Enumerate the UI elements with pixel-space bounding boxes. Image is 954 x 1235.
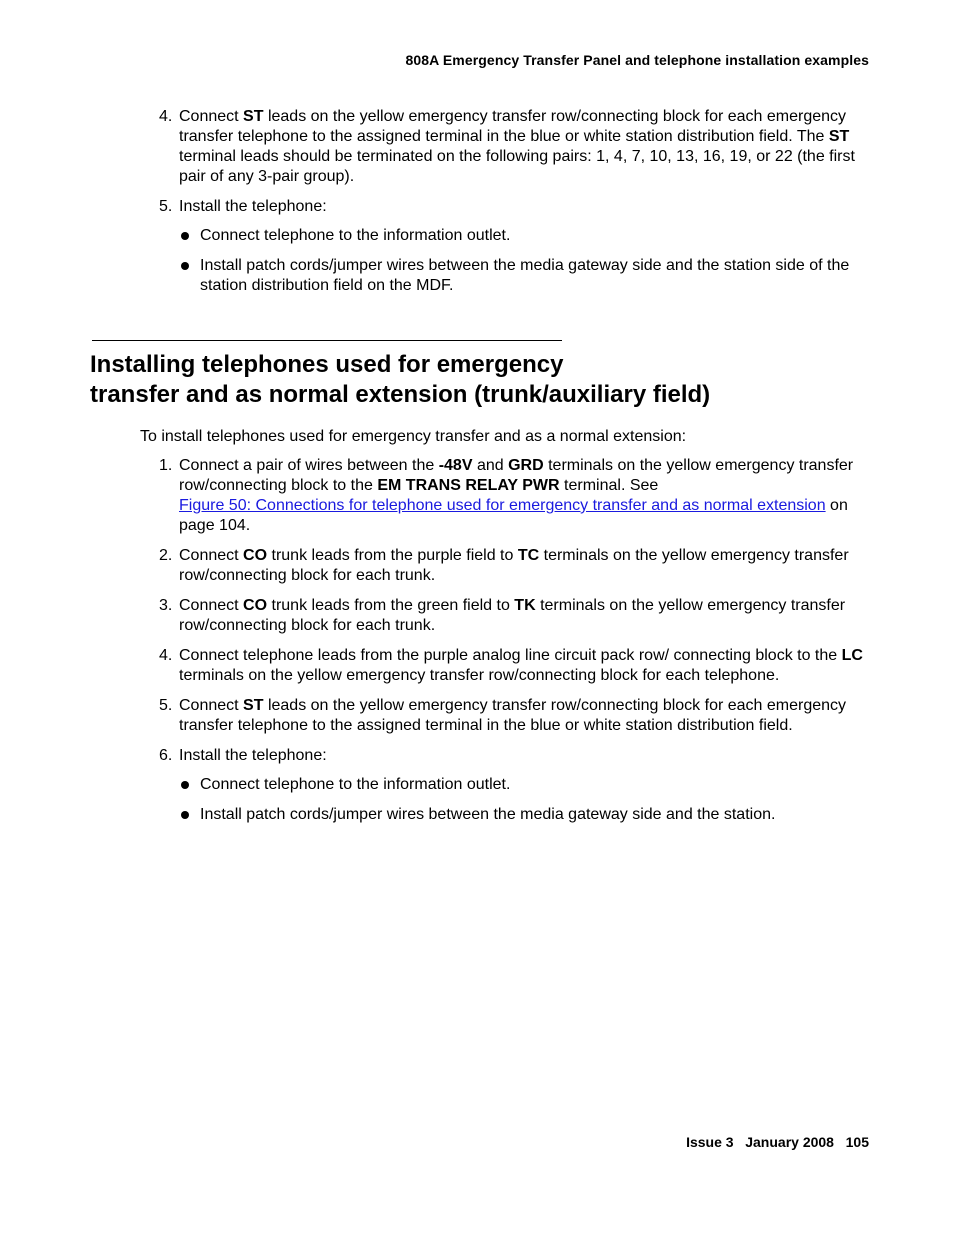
- continued-steps-list: [159, 107, 879, 306]
- term-co: CO: [243, 547, 268, 564]
- step-3-co-trunk-green: [159, 596, 879, 636]
- step-text: Install the telephone:: [179, 747, 327, 764]
- step-6-install-telephone: [159, 746, 879, 825]
- step-number: 4.: [159, 108, 173, 125]
- step-number: 4.: [159, 647, 173, 664]
- bullet-dot-icon: [181, 811, 189, 819]
- section-intro: To install telephones used for emergency transfer and as a normal extension:: [140, 428, 687, 445]
- running-header: 808A Emergency Transfer Panel and telephone installation examples: [405, 52, 869, 68]
- step-text: leads on the yellow emergency transfer row/connecting block for each emergency transfer telephone to the assigned terminal in the blue or white station distribution field. The: [179, 108, 847, 145]
- term-tc: TC: [517, 547, 540, 564]
- step-number: 1.: [159, 457, 173, 474]
- figure-50-cross-reference-link[interactable]: Figure 50: Connections for telephone used for emergency transfer and as normal extension: [179, 497, 826, 514]
- step-text: on page 104.: [179, 497, 848, 534]
- term-48v: -48V: [438, 457, 473, 474]
- term-em-trans-relay-pwr: EM TRANS RELAY PWR: [377, 477, 560, 494]
- step-text: trunk leads from the purple field to: [267, 547, 518, 564]
- step-text: Connect a pair of wires between the: [179, 457, 439, 474]
- footer-date: January 2008: [745, 1134, 834, 1150]
- term-grd: GRD: [508, 457, 544, 474]
- step-5-st-leads: [159, 696, 879, 736]
- term-co: CO: [243, 597, 268, 614]
- step-text: terminals on the yellow emergency transfer row/connecting block to the: [179, 457, 854, 494]
- bullet-dot-icon: [181, 232, 189, 240]
- bullet-list: [179, 226, 879, 296]
- footer-issue: Issue 3: [686, 1134, 734, 1150]
- step-4-telephone-leads: [159, 646, 879, 686]
- step-text: Connect: [179, 597, 244, 614]
- step-number: 5.: [159, 697, 173, 714]
- bullet-item: [179, 775, 879, 795]
- section-title-line-2: transfer and as normal extension (trunk/auxiliary field): [90, 381, 711, 408]
- bullet-dot-icon: [181, 781, 189, 789]
- running-footer: [686, 1134, 869, 1150]
- page-number: 105: [845, 1134, 869, 1150]
- term-st: ST: [828, 128, 850, 145]
- bullet-dot-icon: [181, 262, 189, 270]
- section-title: [90, 350, 850, 410]
- bullet-text: Install patch cords/jumper wires between the media gateway side and the station side of the station distribution field on the MDF.: [200, 257, 850, 294]
- section-divider: [92, 340, 562, 341]
- bullet-item: [179, 805, 879, 825]
- step-number: 6.: [159, 747, 173, 764]
- step-number: 2.: [159, 547, 173, 564]
- step-text: trunk leads from the green field to: [267, 597, 515, 614]
- step-text: and: [472, 457, 509, 474]
- term-lc: LC: [841, 647, 863, 664]
- step-text: Connect: [179, 697, 244, 714]
- step-text: Connect: [179, 108, 244, 125]
- bullet-text: Connect telephone to the information outlet.: [200, 776, 511, 793]
- bullet-text: Connect telephone to the information outlet.: [200, 227, 511, 244]
- step-text: terminal. See: [559, 477, 659, 494]
- step-4-st-leads: [159, 107, 879, 187]
- step-text: Connect telephone leads from the purple analog line circuit pack row/ connecting block to the: [179, 647, 842, 664]
- term-st: ST: [243, 108, 264, 125]
- step-text: terminal leads should be terminated on the following pairs: 1, 4, 7, 10, 13, 16, 19, or 22 (the first pair of any 3-pair group).: [179, 148, 855, 185]
- step-text: leads on the yellow emergency transfer row/connecting block for each emergency transfer telephone to the assigned terminal in the blue or white station distribution field.: [179, 697, 847, 734]
- bullet-text: Install patch cords/jumper wires between the media gateway side and the station.: [200, 806, 776, 823]
- term-tk: TK: [514, 597, 536, 614]
- step-text: Install the telephone:: [179, 198, 327, 215]
- step-number: 3.: [159, 597, 173, 614]
- bullet-item: [179, 226, 879, 246]
- step-text: terminals on the yellow emergency transfer row/connecting block for each telephone.: [179, 667, 780, 684]
- step-2-co-trunk-purple: [159, 546, 879, 586]
- step-5-install-telephone: [159, 197, 879, 296]
- step-text: terminals on the yellow emergency transfer row/connecting block for each trunk.: [179, 597, 846, 634]
- step-text: Connect: [179, 547, 244, 564]
- section-steps-list: [159, 456, 879, 835]
- term-st: ST: [243, 697, 264, 714]
- section-title-line-1: Installing telephones used for emergency: [90, 351, 564, 378]
- step-1-connect-wires: [159, 456, 879, 536]
- bullet-list: [179, 775, 879, 825]
- step-text: terminals on the yellow emergency transfer row/connecting block for each trunk.: [179, 547, 849, 584]
- step-number: 5.: [159, 198, 173, 215]
- bullet-item: [179, 256, 879, 296]
